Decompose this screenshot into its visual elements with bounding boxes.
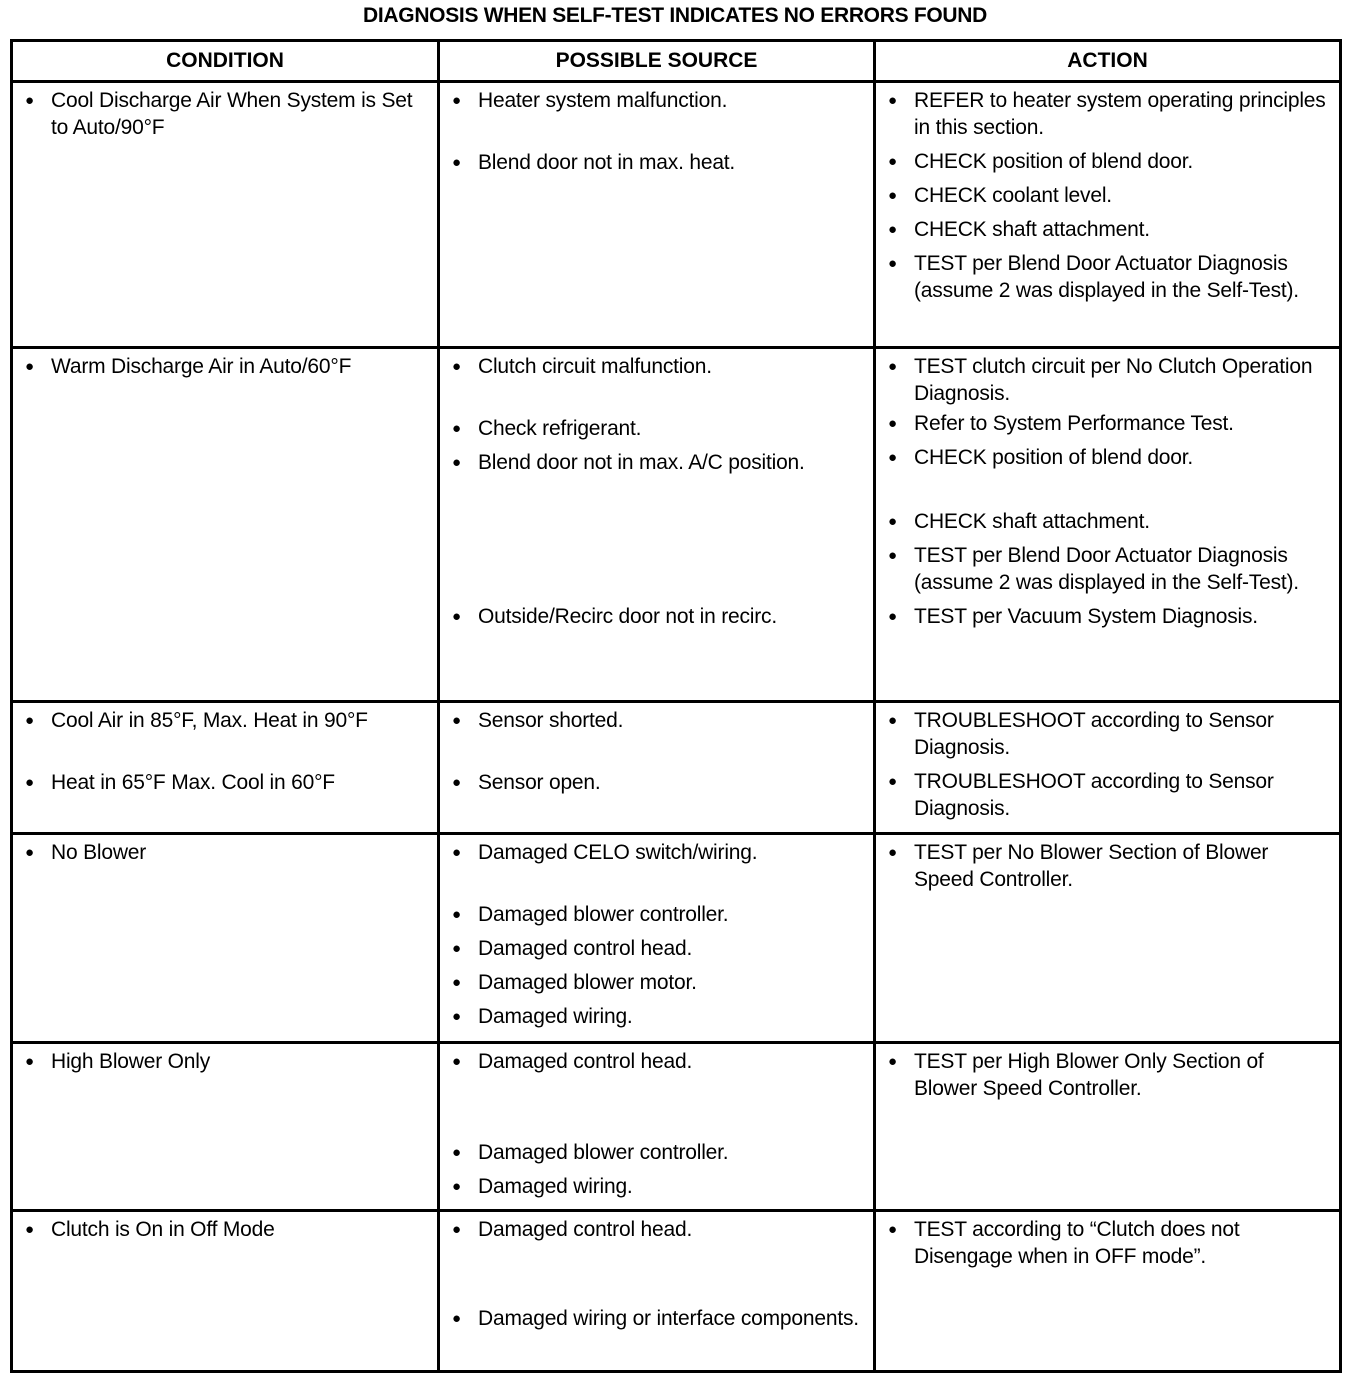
action-item: ● TEST per Blend Door Actuator Diagnosis (assume 2 was displayed in the Self-Test). [888,542,1331,596]
condition-item: ● Clutch is On in Off Mode [25,1216,429,1243]
action-item: ● CHECK position of blend door. [888,148,1331,175]
source-item: ● Check refrigerant. [452,415,865,442]
action-item: ● CHECK shaft attachment. [888,508,1331,535]
table-row [12,82,1341,348]
source-cell [439,833,875,1042]
condition-cell [12,701,439,833]
source-item: ● Damaged CELO switch/wiring. [452,839,865,866]
condition-item: ● Cool Discharge Air When System is Set to Auto/90°F [25,87,429,141]
table-row [12,347,1341,701]
source-item: ● Blend door not in max. A/C position. [452,449,865,476]
header-condition: CONDITION [12,41,439,82]
action-item: ● REFER to heater system operating principles in this section. [888,87,1331,141]
source-item: ● Sensor open. [452,769,865,796]
source-item: ● Damaged wiring. [452,1003,865,1030]
source-item: ● Sensor shorted. [452,707,865,734]
table-row [12,701,1341,833]
action-item: ● TEST per No Blower Section of Blower Speed Controller. [888,839,1331,893]
source-item: ● Damaged control head. [452,1216,865,1243]
source-item: ● Damaged wiring or interface components. [452,1305,865,1332]
source-item: ● Clutch circuit malfunction. [452,353,865,380]
header-possible-source: POSSIBLE SOURCE [439,41,875,82]
action-cell [875,82,1341,348]
source-cell [439,82,875,348]
action-item: ● TEST per Blend Door Actuator Diagnosis (assume 2 was displayed in the Self-Test). [888,250,1331,304]
source-item: ● Damaged wiring. [452,1173,865,1200]
action-cell [875,701,1341,833]
source-cell [439,1210,875,1371]
table-row [12,1042,1341,1210]
condition-cell [12,82,439,348]
page-title: DIAGNOSIS WHEN SELF-TEST INDICATES NO ERRORS FOUND [363,4,987,27]
action-item: ● CHECK shaft attachment. [888,216,1331,243]
condition-item: ● Cool Air in 85°F, Max. Heat in 90°F [25,707,429,734]
source-cell [439,347,875,701]
condition-cell [12,1210,439,1371]
source-item: ● Blend door not in max. heat. [452,149,865,176]
source-item: ● Damaged blower controller. [452,901,865,928]
table-row [12,1210,1341,1371]
action-item: ● TEST per Vacuum System Diagnosis. [888,603,1331,630]
header-action: ACTION [875,41,1341,82]
source-item: ● Heater system malfunction. [452,87,865,114]
condition-item: ● Heat in 65°F Max. Cool in 60°F [25,769,429,796]
action-item: ● TEST per High Blower Only Section of Blower Speed Controller. [888,1048,1331,1102]
source-item: ● Damaged blower motor. [452,969,865,996]
action-item: ● TEST according to “Clutch does not Disengage when in OFF mode”. [888,1216,1331,1270]
condition-cell [12,1042,439,1210]
condition-item: ● High Blower Only [25,1048,429,1075]
action-cell [875,1042,1341,1210]
action-cell [875,833,1341,1042]
table-row [12,833,1341,1042]
source-item: ● Damaged control head. [452,935,865,962]
source-item: ● Damaged blower controller. [452,1139,865,1166]
source-cell [439,1042,875,1210]
source-cell [439,701,875,833]
source-item: ● Damaged control head. [452,1048,865,1075]
action-item: ● TEST clutch circuit per No Clutch Operation Diagnosis. [888,353,1331,407]
source-item: ● Outside/Recirc door not in recirc. [452,603,865,630]
header-row [12,41,1341,82]
action-item: ● CHECK position of blend door. [888,444,1331,471]
action-item: ● TROUBLESHOOT according to Sensor Diagnosis. [888,768,1331,822]
diagnosis-table [10,39,1342,1373]
action-item: ● Refer to System Performance Test. [888,410,1331,437]
action-item: ● TROUBLESHOOT according to Sensor Diagnosis. [888,707,1331,761]
condition-item: ● No Blower [25,839,429,866]
action-cell [875,347,1341,701]
action-item: ● CHECK coolant level. [888,182,1331,209]
condition-cell [12,833,439,1042]
condition-cell [12,347,439,701]
condition-item: ● Warm Discharge Air in Auto/60°F [25,353,429,380]
action-cell [875,1210,1341,1371]
